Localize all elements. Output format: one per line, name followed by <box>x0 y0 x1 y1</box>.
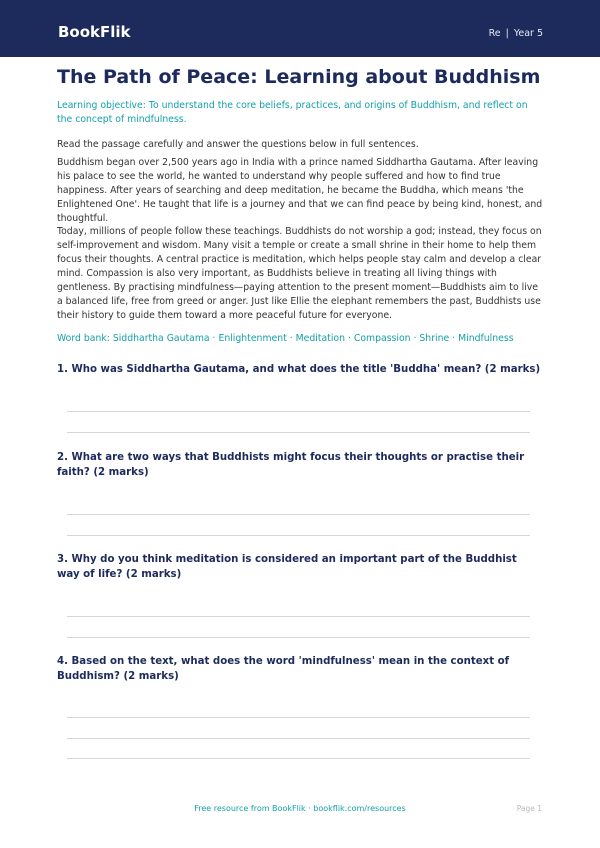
answer-line[interactable] <box>67 758 530 759</box>
answer-line[interactable] <box>67 637 530 638</box>
answer-line[interactable] <box>67 738 530 739</box>
answer-line[interactable] <box>67 535 530 536</box>
passage-paragraph: Buddhism began over 2,500 years ago in India with a prince named Siddhartha Gautama. After leaving his palace to see the world, he wanted to understand why people suffered and how to find true happiness. After years of searching and deep meditation, he became the Buddha, which means 'the Enlightened One'. He taught that life is a journey and that we can find peace by being kind, honest, and thoughtful. <box>57 157 543 224</box>
question-2: 2. What are two ways that Buddhists might focus their thoughts or practise their faith? (2 marks) <box>57 452 525 478</box>
answer-line[interactable] <box>67 514 530 515</box>
answer-line[interactable] <box>67 432 530 433</box>
header-separator: | <box>505 28 509 39</box>
learning-objective: Learning objective: To understand the core beliefs, practices, and origins of Buddhism, and reflect on the concept of mindfulness. <box>57 100 528 125</box>
question-3: 3. Why do you think meditation is considered an important part of the Buddhist way of life? (2 marks) <box>57 554 517 580</box>
brand-logo: BookFlik <box>58 23 131 41</box>
footer-credit: Free resource from BookFlik · bookflik.com/resources <box>194 804 406 813</box>
header-bar <box>0 0 600 57</box>
answer-line[interactable] <box>67 616 530 617</box>
year-label: Year 5 <box>513 28 543 39</box>
page-number: Page 1 <box>516 804 542 813</box>
question-4: 4. Based on the text, what does the word 'mindfulness' mean in the context of Buddhism? (2 marks) <box>57 656 510 682</box>
instruction-text: Read the passage carefully and answer the questions below in full sentences. <box>57 139 419 150</box>
word-bank: Word bank: Siddhartha Gautama · Enlightenment · Meditation · Compassion · Shrine · Mindfulness <box>57 333 514 344</box>
question-1: 1. Who was Siddhartha Gautama, and what does the title 'Buddha' mean? (2 marks) <box>57 364 541 375</box>
answer-line[interactable] <box>67 717 530 718</box>
passage-paragraph: Today, millions of people follow these teachings. Buddhists do not worship a god; instead, they focus on self-improvement and wisdom. Many visit a temple or create a small shrine in their home to help them focus their thoughts. A central practice is meditation, which helps people stay calm and develop a clear mind. Compassion is also very important, as Buddhists believe in treating all living things with gentleness. By practising mindfulness—paying attention to the present moment—Buddhists aim to live a balanced life, free from greed or anger. Just like Ellie the elephant remembers the past, Buddhists use their history to guide them toward a more peaceful future for everyone. <box>57 226 542 321</box>
page-title: The Path of Peace: Learning about Buddhism <box>57 66 541 88</box>
subject-label: Re <box>488 28 501 39</box>
header-meta <box>489 27 543 41</box>
answer-line[interactable] <box>67 411 530 412</box>
